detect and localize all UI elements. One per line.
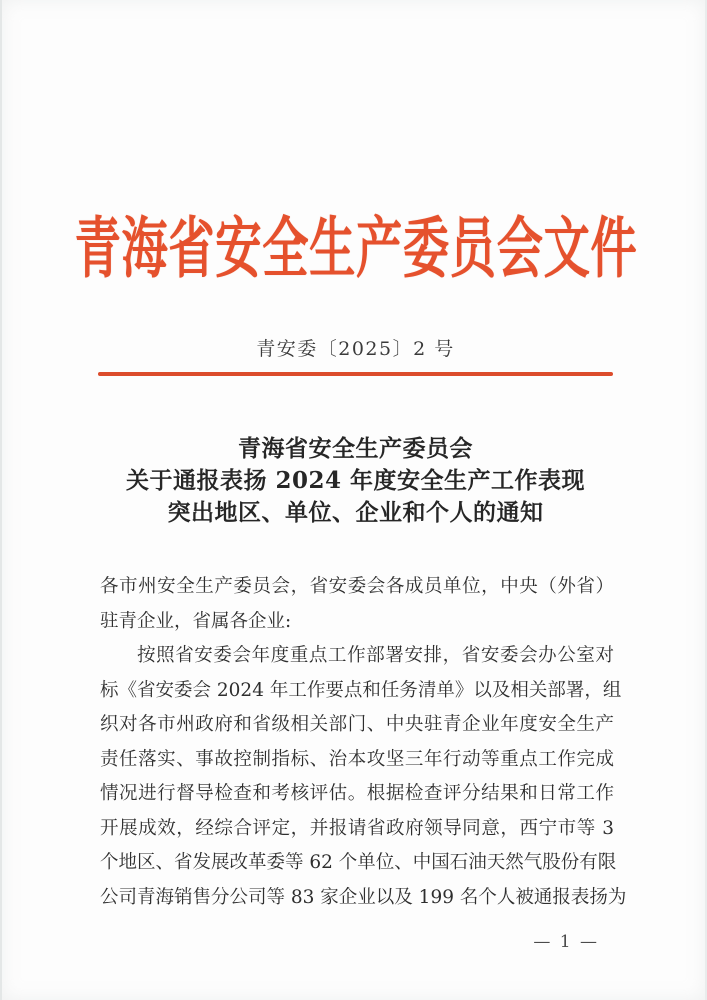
body-line: 标《省安委会 2024 年工作要点和任务清单》以及相关部署，组 [100, 679, 622, 701]
document-title-line-2: 关于通报表扬 2024 年度安全生产工作表现 [125, 467, 586, 494]
body-line: 各市州安全生产委员会，省安委会各成员单位，中央（外省） [100, 576, 614, 597]
document-title [2, 433, 707, 529]
body-line: 情况进行督导检查和考核评估。根据检查评分结果和日常工作 [100, 783, 614, 804]
body-line: 按照省安委会年度重点工作部署安排，省安委会办公室对 [137, 645, 614, 666]
letterhead-title: 青海省安全生产委员会文件 [74, 208, 637, 287]
letterhead-banner [2, 196, 707, 288]
document-number: 青安委〔2025〕2 号 [256, 338, 455, 360]
body-line: 开展成效，经综合评定，并报请省政府领导同意，西宁市等 3 [100, 817, 614, 839]
document-body [100, 570, 627, 915]
page-number: — 1 — [533, 932, 599, 952]
red-divider-line [98, 372, 613, 376]
body-line: 公司青海销售分公司等 83 家企业以及 199 名个人被通报表扬为 [100, 886, 627, 908]
document-title-line-3: 突出地区、单位、企业和个人的通知 [167, 499, 544, 526]
body-line: 个地区、省发展改革委等 62 个单位、中国石油天然气股份有限 [100, 852, 617, 873]
body-line: 责任落实、事故控制指标、治本攻坚三年行动等重点工作完成 [100, 748, 614, 770]
body-line: 驻青企业，省属各企业: [100, 610, 292, 632]
body-line: 织对各市州政府和省级相关部门、中央驻青企业年度安全生产 [100, 714, 614, 735]
document-title-line-1: 青海省安全生产委员会 [238, 435, 473, 462]
